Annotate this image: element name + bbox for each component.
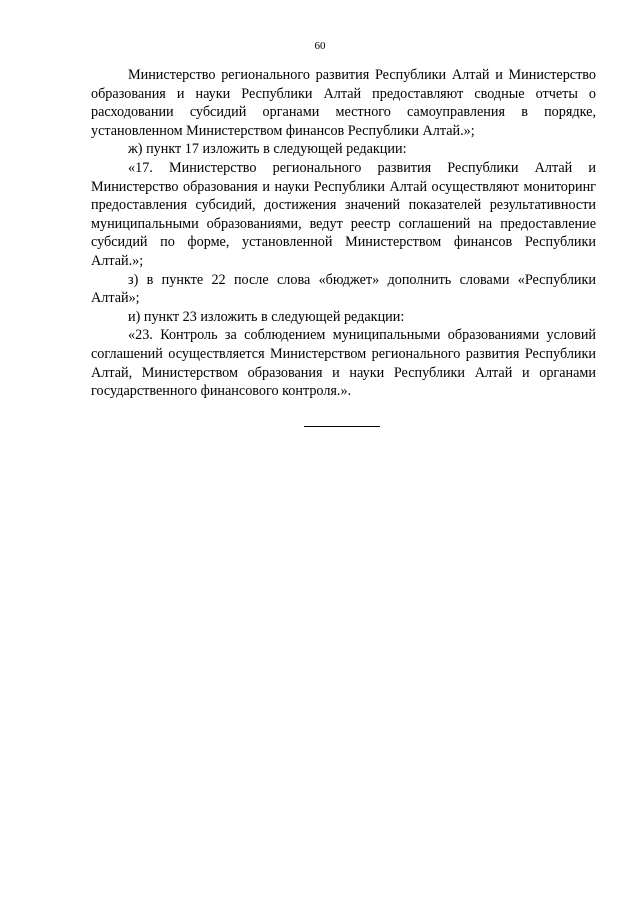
end-of-text-divider bbox=[304, 426, 380, 427]
paragraph-report-provision: Министерство регионального развития Республики Алтай и Министерство образования и науки Республики Алтай предоставляют сводные отчеты о расходовании субсидий органами местного самоуправления в порядке, установленном Министерством финансов Республики Алтай.»; bbox=[91, 67, 596, 139]
page-number: 60 bbox=[314, 40, 326, 52]
paragraph-item-z: з) в пункте 22 после слова «бюджет» дополнить словами «Республики Алтай»; bbox=[91, 271, 596, 307]
paragraph-clause-23: «23. Контроль за соблюдением муниципальными образованиями условий соглашений осуществляется Министерством регионального развития Республики Алтай, Министерством образования и науки Республики Алтай и органами государственного финансового контроля.». bbox=[91, 327, 596, 400]
paragraph-clause-17: «17. Министерство регионального развития Республики Алтай и Министерство образования и науки Республики Алтай осуществляют мониторинг предоставления субсидий, достижения значений показателей результативности муниципальными образованиями, ведут реестр соглашений на предоставление субсидий по форме, установленной Министерством финансов Республики Алтай.»; bbox=[91, 159, 596, 269]
document-body bbox=[91, 66, 596, 401]
paragraph-item-i: и) пункт 23 изложить в следующей редакции: bbox=[128, 308, 405, 325]
paragraph-item-zh: ж) пункт 17 изложить в следующей редакции: bbox=[128, 141, 407, 158]
